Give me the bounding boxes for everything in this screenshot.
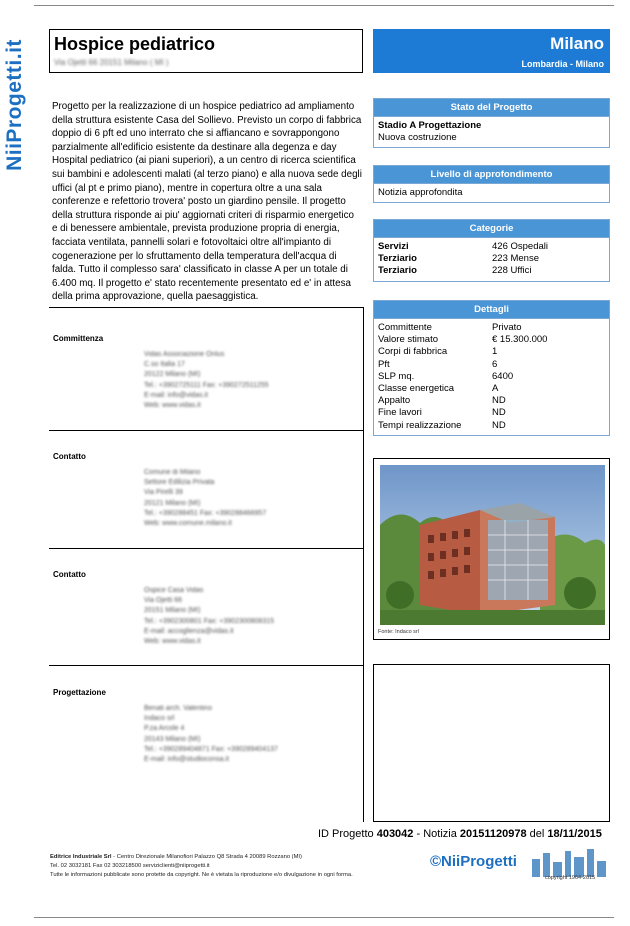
panel-header: Stato del Progetto <box>374 99 609 117</box>
panel-livello <box>373 165 610 203</box>
notizia-date: 18/11/2015 <box>547 828 602 840</box>
region-name: Lombardia - Milano <box>521 59 604 69</box>
detail-row: Tempi realizzazione ND <box>378 419 506 431</box>
skyline-icon <box>530 847 608 877</box>
title-box <box>49 29 363 73</box>
contact-title-contatto: Contatto <box>53 452 86 461</box>
panel-header: Categorie <box>374 220 609 238</box>
project-description: Progetto per la realizzazione di un hospice pediatrico ad ampliamento della struttura esistente Casa del Sollievo. Previsto un corpo di fabbrica doppio di 6 pft ed uno interrato che si affiancano e sovrappongono parzialmente all'edificio esistente da destinare alla degenza e day Hospital pediatrico (ai piani superiori), a un centro di ricerca scientifica sui bambini e adolescenti malati (al terzo piano) e alla nuova sede degli uffici (al pt e primo piano), mentre in copertura oltre a una sala conferenze e refettorio trovera' posto un giardino pensile. Il progetto della struttura risponde ai piu' aggiornati criteri di risparmio energetico e di benessere ambientale, prevista produzione propria di energia, facciata ventilata, pannelli solari e fotovoltaici oltre all'impianto di cogenerazione per lo sfruttamento della temperatura dell'acqua di falda. Tutto il complesso sara' classificato in classe A per un totale di 6.400 mq. Il progetto e' stato recentemente presentato ed e' in attesa della prima approvazione, quella paesaggistica. <box>52 101 362 303</box>
copyright-text: copyright 1964-2015 <box>545 875 596 881</box>
section-divider <box>49 430 363 431</box>
detail-row: Committente Privato <box>378 322 522 333</box>
project-id: 403042 <box>376 828 414 840</box>
panel-stato-progetto <box>373 98 610 148</box>
panel-categorie <box>373 219 610 282</box>
empty-frame <box>373 664 610 822</box>
contact-details-progettazione: Benati arch. Valentino Indaco srl P.za Arcole 4 20143 Milano (MI) Tel.: +390289404871 Fax: +390289404137 E-mail: info@studioconsa.it <box>144 705 278 764</box>
bottom-rule <box>34 917 614 918</box>
panel-header: Livello di approfondimento <box>374 166 609 184</box>
detail-row: Appalto ND <box>378 395 506 407</box>
city-name: Milano <box>550 34 604 53</box>
detail-row: Classe energetica A <box>378 383 499 395</box>
brand-logo[interactable] <box>0 30 30 180</box>
section-divider <box>49 665 363 666</box>
project-stage: Stadio A Progettazione <box>378 120 482 131</box>
column-divider <box>363 307 364 822</box>
section-divider <box>49 307 363 308</box>
brand-logo-text: NiiProgetti.it <box>3 39 26 171</box>
top-rule <box>34 5 614 6</box>
detail-row: SLP mq. 6400 <box>378 370 514 382</box>
notizia-id: 20151120978 <box>459 828 527 840</box>
project-type: Nuova costruzione <box>378 132 457 144</box>
category-row: Terziario 228 Uffici <box>378 265 532 277</box>
location-box <box>373 29 610 73</box>
detail-level: Notizia approfondita <box>378 187 463 198</box>
panel-header: Dettagli <box>374 301 609 319</box>
category-row: Terziario 223 Mense <box>378 253 540 265</box>
section-divider <box>49 548 363 549</box>
contact-details-comune: Comune di Milano Settore Edilizia Privata Via Pirelli 39 20121 Milano (MI) Tel.: +390288451 Fax: +390288466957 Web: www.comune.milano.it <box>144 469 267 528</box>
project-rendering-image[interactable] <box>380 465 605 625</box>
contact-title-contatto: Contatto <box>53 570 86 579</box>
detail-row: Pft 6 <box>378 358 498 370</box>
project-photo-frame <box>373 458 610 640</box>
page-title: Hospice pediatrico <box>54 34 216 54</box>
project-address: Via Ojetti 66 20151 Milano ( MI ) <box>54 58 169 67</box>
category-row: Servizi 426 Ospedali <box>378 241 548 252</box>
contact-title-progettazione: Progettazione <box>53 688 106 697</box>
contact-details-committenza: Vidas Associazione Onlus C.so Italia 17 20122 Milano (MI) Tel.: +3902725111 Fax: +390272511255 E-mail: info@vidas.it Web: www.vidas.it <box>144 351 269 410</box>
photo-credit: Fonte: Indaco srl <box>378 629 419 635</box>
footer-brand-text: ©NiiProgetti <box>430 853 517 870</box>
page-footer: Editrice Industriale Srl - Centro Direzionale Milanofiori Palazzo Q8 Strada 4 20089 Rozzano (MI) Tel. 02 3032181 Fax 02 303218500 serviziclienti@niiprogetti.it Tutte le informazioni pubblicate sono protette da copyright. Ne è vietata la riproduzione e/o divulgazione in ogni forma. <box>50 854 353 878</box>
contact-details-ospice: Ospice Casa Vidas Via Ojetti 66 20151 Milano (MI) Tel.: +3902300801 Fax: +3902300808315 E-mail: accoglienza@vidas.it Web: www.vidas.it <box>144 587 275 646</box>
detail-row: Corpi di fabbrica 1 <box>378 346 498 358</box>
contact-title-committenza: Committenza <box>53 334 104 343</box>
detail-row: Fine lavori ND <box>378 407 506 419</box>
panel-dettagli <box>373 300 610 436</box>
project-id-line: ID Progetto 403042 - Notizia 20151120978 del 18/11/2015 <box>318 828 602 840</box>
detail-row: Valore stimato € 15.300.000 <box>378 334 548 346</box>
